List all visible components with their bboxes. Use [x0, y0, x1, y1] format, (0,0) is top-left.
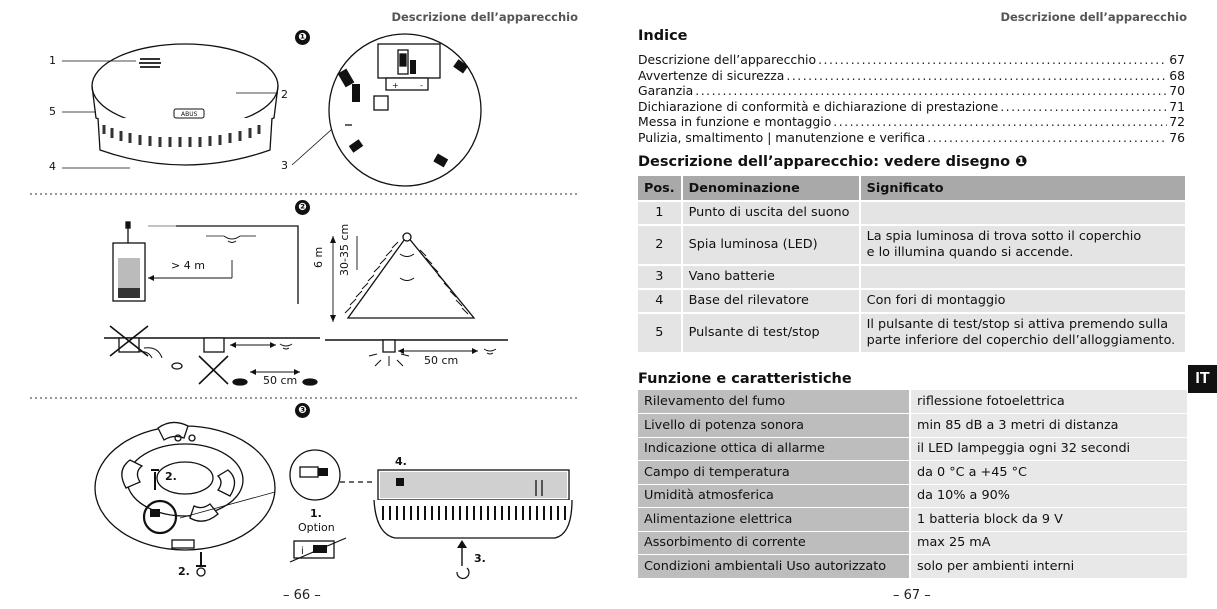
- features-title: Funzione e caratteristiche: [638, 371, 852, 387]
- toc-entry[interactable]: [638, 114, 1185, 130]
- table-row: [638, 414, 1187, 438]
- figure-3-number: ❸: [295, 403, 310, 418]
- header-pos: Pos.: [638, 176, 682, 201]
- callout-1: 1: [49, 54, 56, 67]
- row-name: Spia luminosa (LED): [682, 225, 860, 265]
- header-meaning: Significato: [860, 176, 1186, 201]
- row-pos: 5: [638, 313, 682, 353]
- toc-entry[interactable]: [638, 130, 1185, 146]
- step-4-label: 4.: [395, 455, 407, 468]
- toc-entry[interactable]: [638, 52, 1185, 68]
- feature-key: Campo di temperatura: [638, 461, 910, 485]
- row-meaning-line: Il pulsante di test/stop si attiva premendo sulla: [866, 317, 1169, 332]
- features-table: [638, 390, 1187, 579]
- row-meaning-line: Con fori di montaggio: [866, 293, 1006, 308]
- language-tab: IT: [1188, 365, 1217, 393]
- row-name: Base del rilevatore: [682, 289, 860, 313]
- callout-3: 3: [281, 159, 288, 172]
- toc-entry-label: Garanzia: [638, 83, 694, 99]
- installation-figures: [0, 0, 608, 609]
- feature-value: da 10% a 90%: [910, 484, 1187, 508]
- step-3-label: 3.: [474, 552, 486, 565]
- toc-entry-label: Descrizione dell’apparecchio: [638, 52, 817, 67]
- svg-text:i: i: [301, 546, 304, 557]
- table-row: [638, 225, 1186, 265]
- feature-key: Indicazione ottica di allarme: [638, 437, 910, 461]
- index-title: Indice: [638, 28, 688, 44]
- feature-value: 1 batteria block da 9 V: [910, 508, 1187, 532]
- row-pos: 1: [638, 201, 682, 225]
- table-row: [638, 461, 1187, 485]
- row-pos: 3: [638, 265, 682, 289]
- row-meaning: [860, 201, 1186, 225]
- table-row: [638, 265, 1186, 289]
- toc-leader-dots: [927, 130, 1167, 146]
- row-pos: 4: [638, 289, 682, 313]
- toc-leader-dots: [1000, 99, 1167, 115]
- feature-key: Rilevamento del fumo: [638, 390, 910, 414]
- feature-value: da 0 °C a +45 °C: [910, 461, 1187, 485]
- svg-text:ABUS: ABUS: [181, 111, 198, 118]
- page-number: – 66 –: [283, 588, 321, 603]
- row-name: Vano batterie: [682, 265, 860, 289]
- left-page: [0, 0, 608, 609]
- toc-entry[interactable]: [638, 99, 1185, 115]
- toc-leader-dots: [695, 83, 1167, 99]
- feature-value: il LED lampeggia ogni 32 secondi: [910, 437, 1187, 461]
- description-title: Descrizione dell’apparecchio: vedere disegno ❶: [638, 154, 1028, 170]
- row-pos: 2: [638, 225, 682, 265]
- toc-entry-label: Dichiarazione di conformità e dichiarazione di prestazione: [638, 98, 999, 114]
- toc-entry-page: 70: [1169, 83, 1185, 99]
- step-2a-label: 2.: [165, 470, 177, 483]
- table-row: [638, 289, 1186, 313]
- feature-key: Livello di potenza sonora: [638, 414, 910, 438]
- svg-text:-: -: [420, 81, 423, 90]
- feature-key: Assorbimento di corrente: [638, 531, 910, 555]
- row-meaning: [860, 225, 1186, 265]
- row-meaning-line: e lo illumina quando si accende.: [866, 245, 1074, 260]
- running-head: Descrizione dell’apparecchio: [1000, 10, 1187, 24]
- running-head: Descrizione dell’apparecchio: [391, 10, 578, 24]
- table-row: [638, 531, 1187, 555]
- feature-value: riflessione fotoelettrica: [910, 390, 1187, 414]
- row-meaning-line: La spia luminosa di trova sotto il coperchio: [866, 229, 1142, 244]
- callout-4: 4: [49, 160, 56, 173]
- toc-leader-dots: [833, 114, 1167, 130]
- row-name: Pulsante di test/stop: [682, 313, 860, 353]
- table-row: [638, 201, 1186, 225]
- feature-key: Umidità atmosferica: [638, 484, 910, 508]
- toc-entry-page: 72: [1169, 114, 1185, 130]
- table-row: [638, 484, 1187, 508]
- table-of-contents: [638, 52, 1185, 146]
- feature-value: solo per ambienti interni: [910, 555, 1187, 579]
- ceiling-distance-label: 30-35 cm: [338, 223, 351, 276]
- feature-value: max 25 mA: [910, 531, 1187, 555]
- table-row: [638, 555, 1187, 579]
- table-row: [638, 437, 1187, 461]
- figure-2-number: ❷: [295, 200, 310, 215]
- wall-distance-label: 50 cm: [263, 374, 298, 387]
- toc-entry-page: 71: [1169, 98, 1185, 114]
- row-meaning: [860, 289, 1186, 313]
- step-2b-label: 2.: [178, 565, 190, 578]
- mounting-diagram: [95, 422, 572, 578]
- lamp-distance-label: 50 cm: [424, 354, 459, 367]
- toc-leader-dots: [818, 52, 1167, 68]
- row-meaning-line: parte inferiore del coperchio dell’alloggiamento.: [866, 333, 1176, 348]
- toc-entry[interactable]: [638, 83, 1185, 99]
- table-row: [638, 390, 1187, 414]
- row-meaning: [860, 265, 1186, 289]
- callout-5: 5: [49, 105, 56, 118]
- table-row: [638, 313, 1186, 353]
- description-table: [638, 176, 1187, 354]
- feature-key: Condizioni ambientali Uso autorizzato: [638, 555, 910, 579]
- feature-value: min 85 dB a 3 metri di distanza: [910, 414, 1187, 438]
- right-page: [608, 0, 1217, 609]
- table-header-row: [638, 176, 1186, 201]
- option-label: Option: [298, 521, 335, 534]
- toc-leader-dots: [786, 68, 1167, 84]
- toc-entry[interactable]: [638, 68, 1185, 84]
- row-name: Punto di uscita del suono: [682, 201, 860, 225]
- distance-label: > 4 m: [171, 259, 205, 272]
- page-number: – 67 –: [893, 588, 931, 603]
- toc-entry-page: 68: [1169, 67, 1185, 83]
- battery-compartment-view: [329, 34, 481, 186]
- feature-key: Alimentazione elettrica: [638, 508, 910, 532]
- row-meaning: [860, 313, 1186, 353]
- callout-2: 2: [281, 88, 288, 101]
- table-row: [638, 508, 1187, 532]
- toc-entry-page: 67: [1169, 52, 1185, 67]
- toc-entry-label: Avvertenze di sicurezza: [638, 67, 785, 83]
- toc-entry-page: 76: [1169, 129, 1185, 145]
- toc-entry-label: Messa in funzione e montaggio: [638, 114, 832, 130]
- figure-1-number: ❶: [295, 30, 310, 45]
- svg-text:+: +: [392, 81, 399, 90]
- toc-entry-label: Pulizia, smaltimento | manutenzione e verifica: [638, 129, 926, 145]
- step-1-label: 1.: [310, 507, 322, 520]
- header-name: Denominazione: [682, 176, 860, 201]
- height-label: 6 m: [312, 246, 325, 268]
